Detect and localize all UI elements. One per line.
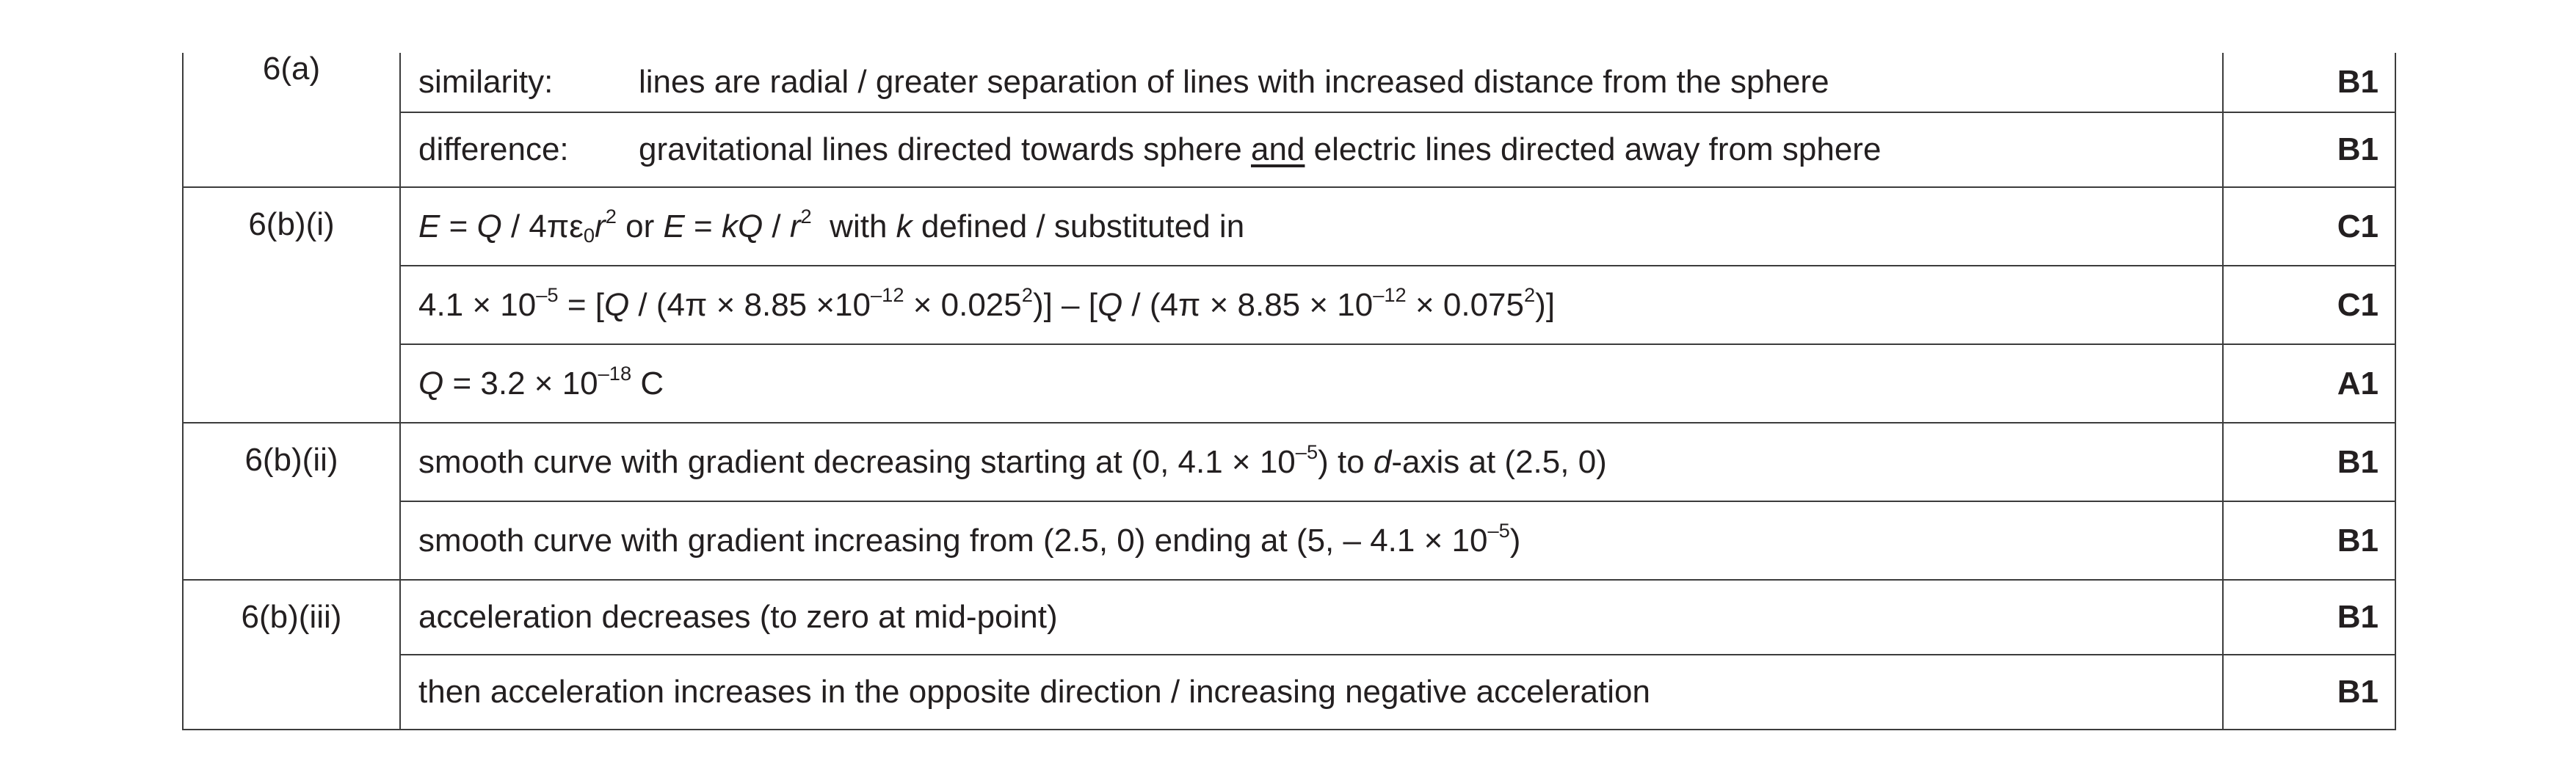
text-segment: = xyxy=(684,208,722,244)
mark-cell: C1 xyxy=(2223,266,2395,344)
answer-cell: acceleration decreases (to zero at mid-point) xyxy=(400,580,2223,655)
symbol-E: E xyxy=(418,208,440,244)
text-segment: × 0.025 xyxy=(904,286,1022,323)
mark-cell: C1 xyxy=(2223,187,2395,266)
table-row xyxy=(183,53,2395,112)
superscript: 2 xyxy=(1524,283,1536,306)
symbol-Q: Q xyxy=(603,286,630,323)
superscript: –18 xyxy=(598,361,632,385)
text-segment: / xyxy=(763,208,790,244)
text-segment: smooth curve with gradient increasing from (2.5, 0) ending at (5, – 4.1 × 10 xyxy=(418,522,1488,559)
question-number: 6(a) xyxy=(183,53,400,187)
answer-cell xyxy=(400,266,2223,344)
answer-text: electric lines directed away from sphere xyxy=(1305,131,1882,167)
underlined-word: and xyxy=(1251,131,1305,167)
text-segment: / (4π × 8.85 ×10 xyxy=(629,286,871,323)
text-segment: C xyxy=(631,365,664,401)
table-row xyxy=(183,580,2395,655)
question-number: 6(b)(i) xyxy=(183,187,400,423)
text-segment: defined / substituted in xyxy=(912,208,1245,244)
answer-text: gravitational lines directed towards sphere xyxy=(639,131,1252,167)
text-segment: -axis at (2.5, 0) xyxy=(1391,443,1607,480)
answer-cell xyxy=(400,53,2223,112)
symbol-r: r xyxy=(595,208,606,244)
mark-cell: B1 xyxy=(2223,53,2395,112)
question-number: 6(b)(ii) xyxy=(183,423,400,580)
answer-text: lines are radial / greater separation of lines with increased distance from the sphere xyxy=(639,64,1829,100)
text-segment: ) xyxy=(1509,522,1521,559)
text-segment: with xyxy=(811,208,896,244)
superscript: 2 xyxy=(605,204,617,228)
symbol-Q: Q xyxy=(476,208,502,244)
symbol-d: d xyxy=(1373,443,1392,480)
text-segment: or xyxy=(616,208,664,244)
text-segment: ) to xyxy=(1318,443,1374,480)
mark-cell: B1 xyxy=(2223,423,2395,501)
question-number: 6(b)(iii) xyxy=(183,580,400,730)
answer-cell: then acceleration increases in the opposite direction / increasing negative acceleration xyxy=(400,655,2223,730)
text-segment: )] – [ xyxy=(1032,286,1097,323)
text-segment: 4.1 × 10 xyxy=(418,286,537,323)
answer-cell xyxy=(400,187,2223,266)
text-segment: = [ xyxy=(558,286,604,323)
answer-cell xyxy=(400,501,2223,580)
table-row xyxy=(183,112,2395,187)
superscript: –12 xyxy=(871,283,904,306)
text-segment: = xyxy=(440,208,477,244)
table-row xyxy=(183,423,2395,501)
answer-cell xyxy=(400,112,2223,187)
mark-cell: B1 xyxy=(2223,112,2395,187)
text-segment: = 3.2 × 10 xyxy=(443,365,598,401)
text-segment: / (4π × 8.85 × 10 xyxy=(1122,286,1374,323)
table-row xyxy=(183,344,2395,423)
mark-cell: B1 xyxy=(2223,580,2395,655)
superscript: –12 xyxy=(1373,283,1407,306)
superscript: –5 xyxy=(1295,440,1318,463)
table-row xyxy=(183,501,2395,580)
superscript: 2 xyxy=(800,204,812,228)
answer-cell xyxy=(400,423,2223,501)
symbol-k: k xyxy=(896,208,913,244)
symbol-r: r xyxy=(789,208,801,244)
text-segment: smooth curve with gradient decreasing starting at (0, 4.1 × 10 xyxy=(418,443,1296,480)
answer-label: difference: xyxy=(418,131,569,167)
symbol-kQ: kQ xyxy=(721,208,763,244)
symbol-E: E xyxy=(663,208,685,244)
text-segment: / 4πε xyxy=(501,208,584,244)
superscript: 2 xyxy=(1021,283,1033,306)
text-segment: × 0.075 xyxy=(1406,286,1524,323)
text-segment: )] xyxy=(1535,286,1556,323)
symbol-Q: Q xyxy=(418,365,444,401)
subscript: 0 xyxy=(583,223,595,247)
table-row xyxy=(183,187,2395,266)
mark-cell: A1 xyxy=(2223,344,2395,423)
mark-scheme-table xyxy=(182,53,2396,730)
table-row xyxy=(183,655,2395,730)
superscript: –5 xyxy=(536,283,559,306)
answer-label: similarity: xyxy=(418,64,554,100)
table-row xyxy=(183,266,2395,344)
answer-cell xyxy=(400,344,2223,423)
mark-cell: B1 xyxy=(2223,501,2395,580)
superscript: –5 xyxy=(1487,518,1510,542)
symbol-Q: Q xyxy=(1097,286,1123,323)
mark-cell: B1 xyxy=(2223,655,2395,730)
